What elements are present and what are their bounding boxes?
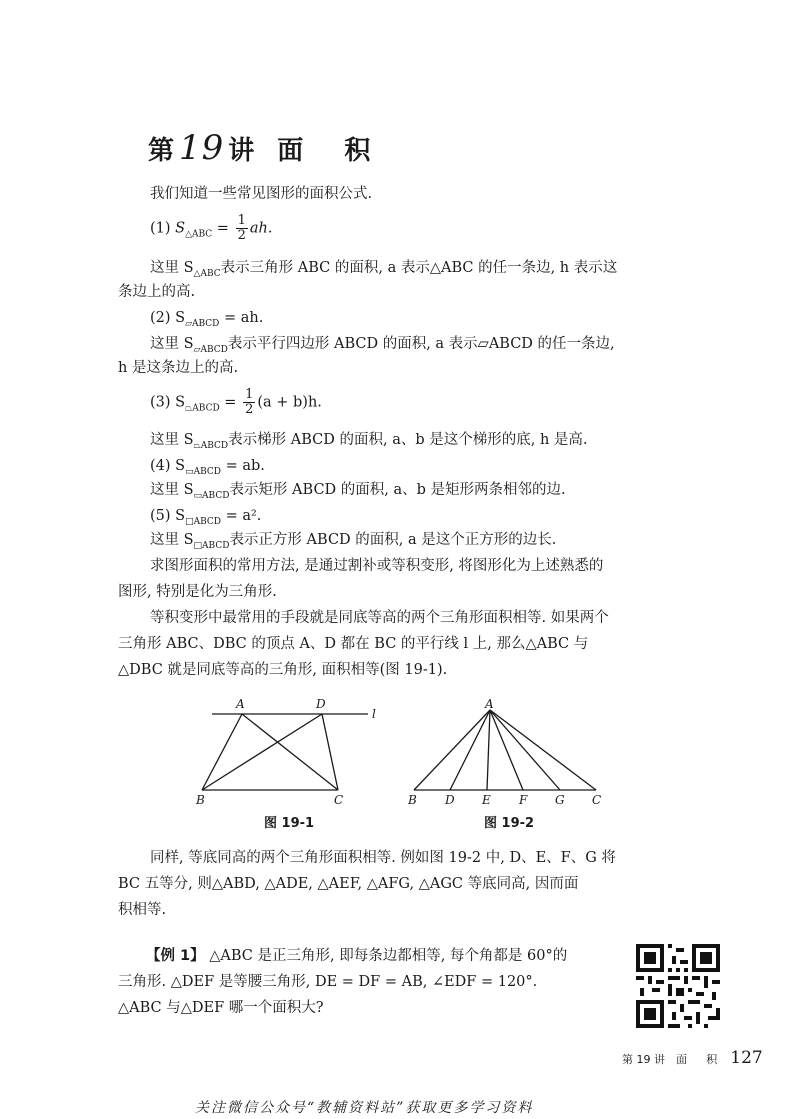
figure-19-1-caption: 图 19-1 (264, 816, 315, 831)
formula-4: (4) $S_{▭ABCD}$ = ab. (150, 458, 265, 477)
fig1-label-D: D (316, 697, 326, 711)
example-label: 【例 1】 (146, 948, 205, 964)
intro-line: 我们知道一些常见图形的面积公式. (150, 186, 373, 202)
segment-AG-2 (490, 710, 560, 790)
same-base-line-2: BC 五等分, 则△ABD, △ADE, △AEF, △AFG, △AGC 等底同高, 因而面 (118, 876, 579, 892)
formula-5: (5) $S_{□ABCD} = a^2$. (150, 508, 262, 527)
fig2-label-A: A (485, 697, 494, 711)
segment-DB (202, 714, 322, 790)
explain-3: 这里 $S_{⏢ABCD}$表示梯形 ABCD 的面积, a、b 是这个梯形的底, h 是高. (150, 432, 588, 451)
fig1-label-l: l (372, 707, 376, 721)
method-line-1: 求图形面积的常用方法, 是通过割补或等积变形, 将图形化为上述熟悉的 (150, 558, 604, 574)
formula-1: (1) $S_{\triangle ABC}$ = $\frac{1}{2}$ ah. (150, 213, 273, 243)
figure-19-2 (400, 696, 610, 808)
fig2-label-C: C (592, 793, 602, 807)
segment-AB-2 (414, 710, 490, 790)
segment-AC (242, 714, 338, 790)
figure-19-1 (190, 696, 390, 808)
method-line-2: 图形, 特别是化为三角形. (118, 584, 277, 600)
equal-area-line-1: 等积变形中最常用的手段就是同底等高的两个三角形面积相等. 如果两个 (150, 610, 609, 626)
lecture-number: 19 (179, 128, 225, 168)
formula-3: (3) $S_{⏢ABCD}$ = $\frac{1}{2}$ (a + b)h. (150, 387, 322, 417)
explain-2a: 这里 $S_{▱ABCD}$表示平行四边形 ABCD 的面积, a 表示▱ABCD 的任一条边, (150, 336, 615, 355)
page-footer: 第 19 讲 面 积 127 (622, 1048, 763, 1068)
fraction-half-3: $\frac{1}{2}$ (245, 387, 254, 417)
lecture-title: 第 19 讲 面 积 (148, 128, 372, 168)
page-number: 127 (730, 1048, 763, 1068)
segment-AE-2 (487, 710, 490, 790)
explain-1b: 条边上的高. (118, 284, 196, 300)
fig2-label-E: E (482, 793, 491, 807)
same-base-line-3: 积相等. (118, 902, 167, 918)
fraction-half-1: $\frac{1}{2}$ (237, 213, 246, 243)
explain-4: 这里 $S_{▭ABCD}$表示矩形 ABCD 的面积, a、b 是矩形两条相邻的边. (150, 482, 566, 501)
fig2-label-G: G (555, 793, 565, 807)
fig2-label-D: D (445, 793, 455, 807)
segment-AD-2 (450, 710, 490, 790)
segment-AB (202, 714, 242, 790)
explain-1a: 这里 $S_{\triangle ABC}$表示三角形 ABC 的面积, a 表示△ABC 的任一条边, h 表示这 (150, 260, 618, 279)
example-1-line-1: 【例 1】 △ABC 是正三角形, 即每条边都相等, 每个角都是 60°的 (146, 948, 568, 964)
promo-watermark: 关注微信公众号“教辅资料站”获取更多学习资料 (195, 1100, 534, 1116)
footer-lecture: 第 19 讲 (622, 1053, 665, 1066)
fig2-label-F: F (519, 793, 528, 807)
fig1-label-A: A (236, 697, 245, 711)
explain-5: 这里 $S_{□ABCD}$表示正方形 ABCD 的面积, a 是这个正方形的边长. (150, 532, 557, 551)
formula-2: (2) $S_{▱ABCD}$ = ah. (150, 310, 264, 329)
equal-area-line-3: △DBC 就是同底等高的三角形, 面积相等(图 19-1). (118, 662, 448, 678)
explain-2b: h 是这条边上的高. (118, 360, 239, 376)
figure-19-2-caption: 图 19-2 (484, 816, 535, 831)
qr-code[interactable] (636, 944, 720, 1028)
fig2-label-B: B (408, 793, 417, 807)
fig1-label-B: B (196, 793, 205, 807)
example-1-line-2: 三角形. △DEF 是等腰三角形, DE = DF = AB, ∠EDF = 120°. (118, 974, 538, 990)
fig1-label-C: C (334, 793, 344, 807)
same-base-line-1: 同样, 等底同高的两个三角形面积相等. 例如图 19-2 中, D、E、F、G 将 (150, 850, 616, 866)
example-1-line-3: △ABC 与△DEF 哪一个面积大? (118, 1000, 324, 1016)
equal-area-line-2: 三角形 ABC、DBC 的顶点 A、D 都在 BC 的平行线 l 上, 那么△ABC 与 (118, 636, 589, 652)
